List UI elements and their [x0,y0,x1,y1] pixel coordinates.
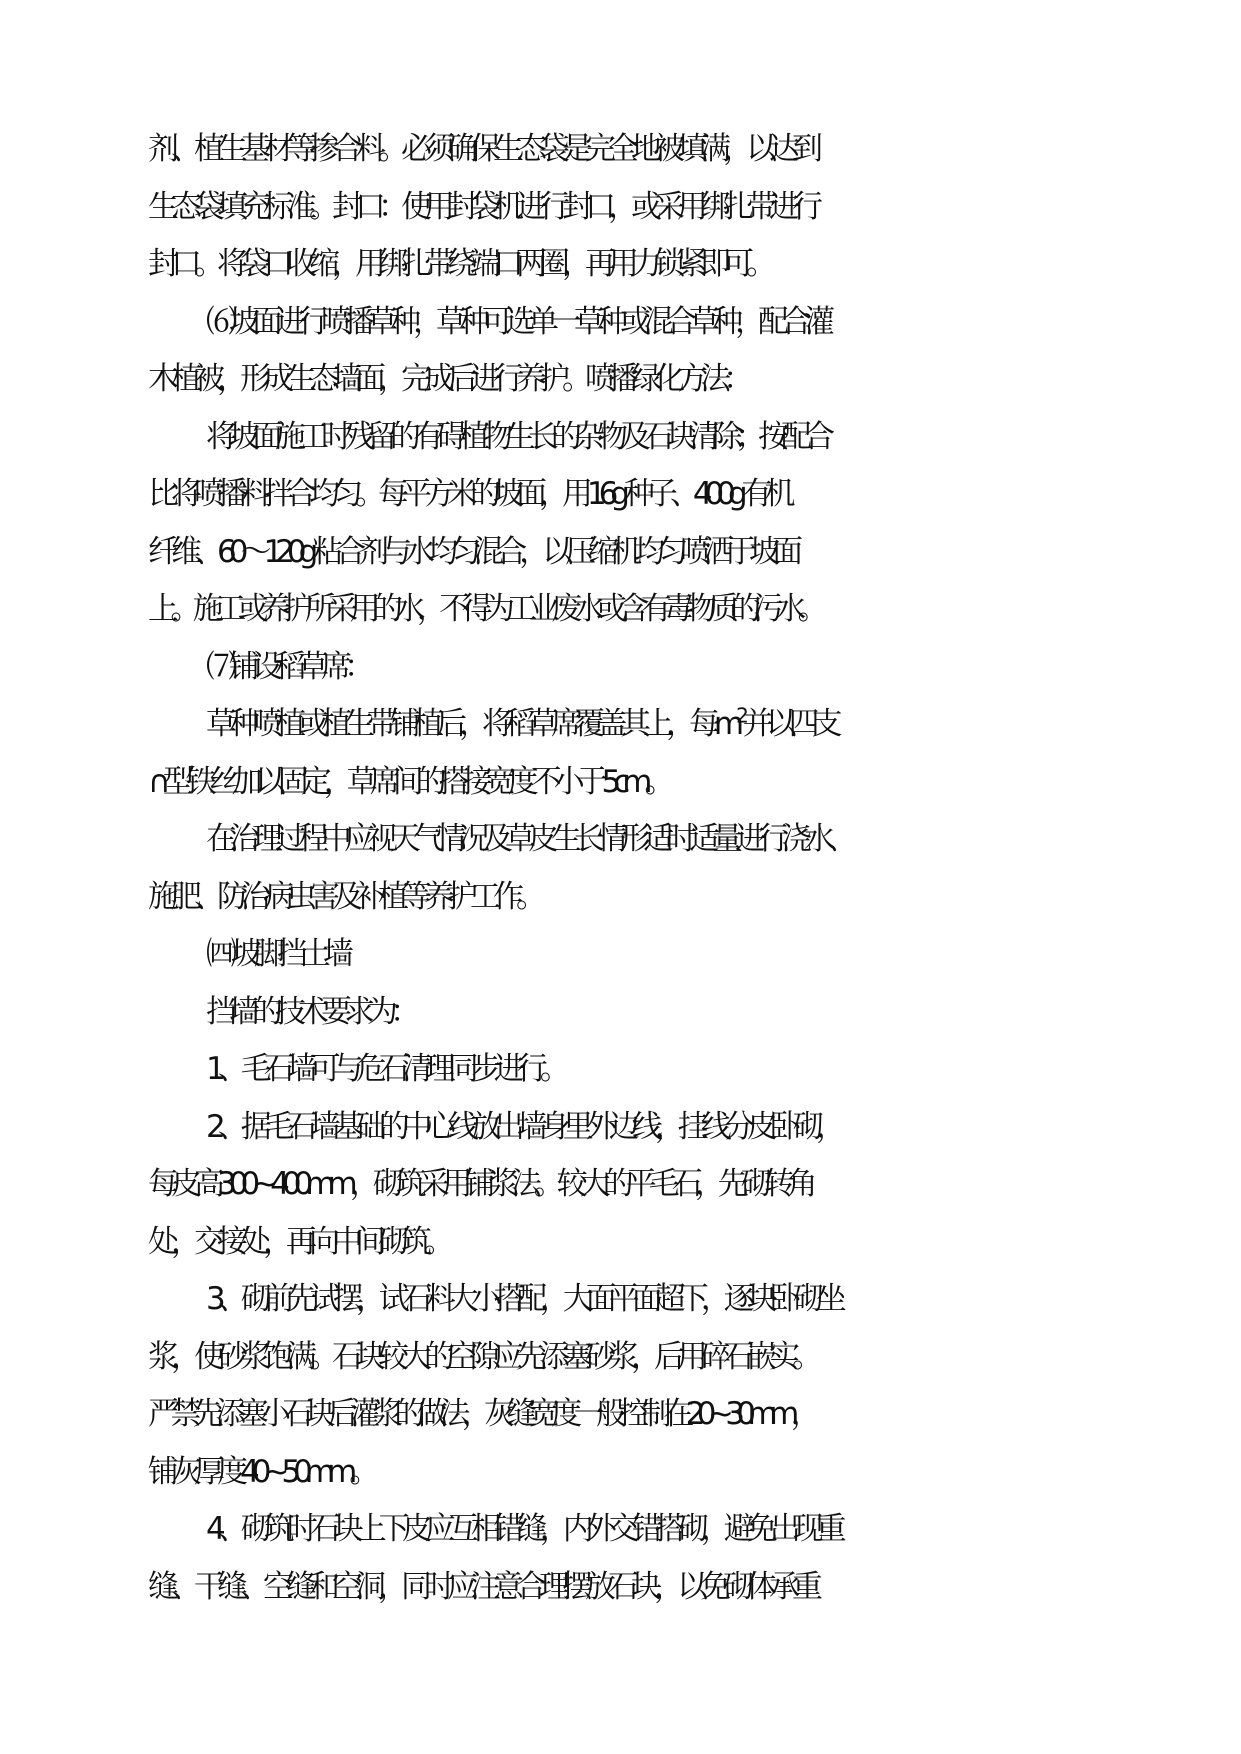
text-line: 浆，使砂浆饱满。石块较大的空隙应先添塞砂浆，后用碎石嵌实。 [148,1338,815,1375]
text-line: 将坡面施工时残留的有碍植物生长的杂物及石块清除；按配合 [206,418,827,455]
text-line: 施肥、防治病虫害及补植等养护工作。 [148,878,539,915]
text-line: 每皮高300~400mm，砌筑采用铺浆法。较大的平毛石，先砌转角 [148,1166,810,1202]
text-line: 生态袋填充标准。封口：使用封袋机进行封口，或采用绑扎带进行 [148,188,815,225]
text-line: 1、毛石墙可与危石清理同步进行。 [206,1051,563,1087]
text-line: 3、砌前先试摆，试石料大小搭配，大面平面超下，逐块卧砌坐 [206,1281,839,1317]
text-line: 铺灰厚度40~50mm。 [148,1453,373,1490]
superscript: 2 [736,703,741,728]
text-line: ⑺铺设稻草席： [206,648,367,685]
text-line [148,696,1130,754]
text-segment: 并以四支 [740,706,835,742]
body-text [148,121,1130,1616]
text-line: ∩型铁丝加以固定，草席间的搭接宽度不小于 5cm。 [148,763,668,800]
text-line: 上。施工或养护所采用的水，不得为工业废水或含有毒物质的污水。 [148,591,820,627]
text-line: 处，交接处，再向中间砌筑。 [148,1223,447,1260]
text-line: 严禁先添塞小石块后灌浆的做法，灰缝宽度一般控制在20~30mm， [148,1396,814,1432]
text-line: 4、砌筑时石块上下皮应互相错缝，内外交错搭砌，避免出现重 [206,1511,839,1547]
text-segment: 草种喷植或植生带铺植后，将稻草席覆盖其上，每 m [206,706,737,742]
text-line: 缝、干缝、空缝和空洞，同时应注意合理摆放石块，以免砌体承重 [148,1568,815,1605]
text-line: 在治理过程中应视天气情况及草皮生长情形适时适量进行浇水、 [206,821,850,857]
text-line: 挡墙的技术要求为： [206,993,413,1030]
text-line: 剂、植生基材等掺合料。必须确保生态袋是完全地被填满，以达到 [148,131,815,167]
section-heading: ㈣ 坡脚挡土墙 [206,936,346,972]
text-line: 封口。将袋口收缩，用绑扎带绕端口两圈，再用力锁紧即可。 [148,246,769,282]
text-line: 纤维、60～120g 粘合剂与水均匀混合，以压缩机均匀喷洒于坡面 [148,533,796,570]
text-line: 2、据毛石墙基础的中心线放出墙身里外边线，挂线分皮卧砌， [206,1108,839,1145]
text-line: ⑹坡面进行喷播草种，草种可选单一草种或混合草种，配合灌 [206,303,827,340]
text-line: 木植被，形成生态墙面，完成后进行养护。喷播绿化方法： [148,361,746,397]
text-line: 比将喷播料拌合均匀。每平方米的坡面，用 16g 种子、400g 有机 [148,476,788,512]
